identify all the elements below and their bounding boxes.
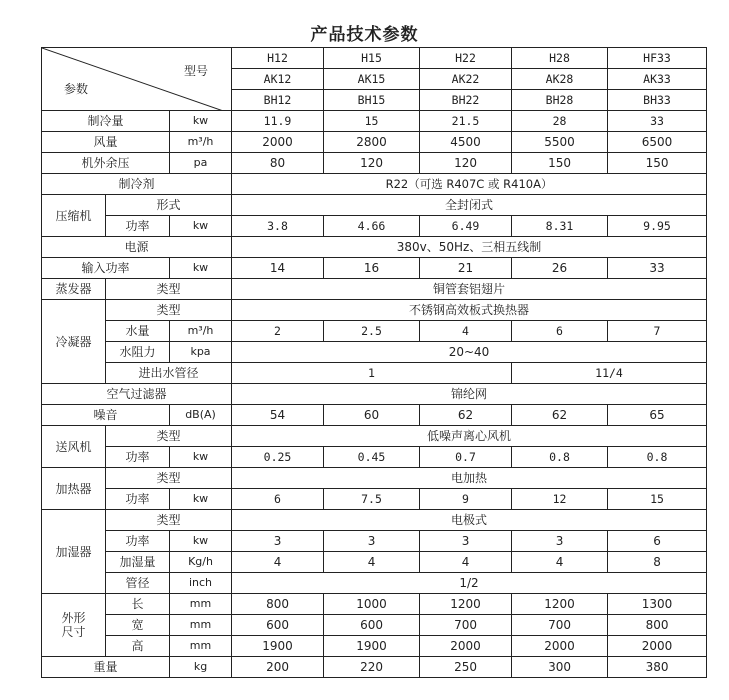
value-cell: 120 bbox=[324, 153, 420, 174]
row-label: 输入功率 bbox=[42, 258, 170, 279]
row-label: 水量 bbox=[106, 321, 170, 342]
value-cell: 4500 bbox=[420, 132, 512, 153]
row-label: 宽 bbox=[106, 615, 170, 636]
dimensions-label-line2: 尺寸 bbox=[61, 625, 86, 639]
row-condenser-pipe bbox=[42, 363, 707, 384]
row-unit: m³/h bbox=[170, 321, 232, 342]
value-cell: 2000 bbox=[232, 132, 324, 153]
model-bh33: BH33 bbox=[608, 90, 707, 111]
row-label: 进出水管径 bbox=[106, 363, 232, 384]
row-compressor-type bbox=[42, 195, 707, 216]
value-cell: 6 bbox=[232, 489, 324, 510]
value-cell: 21.5 bbox=[420, 111, 512, 132]
row-label: 风量 bbox=[42, 132, 170, 153]
row-unit: kw bbox=[170, 447, 232, 468]
value-cell: 8 bbox=[608, 552, 707, 573]
value-cell: 4 bbox=[420, 552, 512, 573]
value-cell: 4 bbox=[324, 552, 420, 573]
row-fan-type bbox=[42, 426, 707, 447]
page-title: 产品技术参数 bbox=[310, 25, 419, 45]
value-cell: 3 bbox=[232, 531, 324, 552]
row-label: 类型 bbox=[106, 300, 232, 321]
value-cell: 380 bbox=[608, 657, 707, 678]
value-cell: 800 bbox=[232, 594, 324, 615]
merged-value-cell: 不锈钢高效板式换热器 bbox=[232, 300, 707, 321]
row-unit: m³/h bbox=[170, 132, 232, 153]
row-dimension-width bbox=[42, 615, 707, 636]
value-cell: 9.95 bbox=[608, 216, 707, 237]
row-dimension-length bbox=[42, 594, 707, 615]
value-cell: 0.45 bbox=[324, 447, 420, 468]
row-unit: dB(A) bbox=[170, 405, 232, 426]
row-air-filter bbox=[42, 384, 707, 405]
model-header-label: 型号 bbox=[184, 64, 209, 78]
value-cell: 80 bbox=[232, 153, 324, 174]
row-cooling-capacity bbox=[42, 111, 707, 132]
value-cell: 5500 bbox=[512, 132, 608, 153]
value-cell: 1900 bbox=[232, 636, 324, 657]
row-label: 噪音 bbox=[42, 405, 170, 426]
row-label: 管径 bbox=[106, 573, 170, 594]
value-cell: 1000 bbox=[324, 594, 420, 615]
row-humidifier-amount bbox=[42, 552, 707, 573]
value-cell: 28 bbox=[512, 111, 608, 132]
row-weight bbox=[42, 657, 707, 678]
value-cell: 0.8 bbox=[608, 447, 707, 468]
row-unit: kpa bbox=[170, 342, 232, 363]
row-unit: inch bbox=[170, 573, 232, 594]
row-condenser-resistance bbox=[42, 342, 707, 363]
row-label: 电源 bbox=[42, 237, 232, 258]
value-cell: 2000 bbox=[512, 636, 608, 657]
row-unit: mm bbox=[170, 636, 232, 657]
merged-value-cell: 1 bbox=[232, 363, 512, 384]
model-bh22: BH22 bbox=[420, 90, 512, 111]
row-condenser-water bbox=[42, 321, 707, 342]
row-unit: kw bbox=[170, 111, 232, 132]
row-label: 功率 bbox=[106, 531, 170, 552]
value-cell: 33 bbox=[608, 258, 707, 279]
group-label-compressor: 压缩机 bbox=[42, 195, 106, 237]
model-h15: H15 bbox=[324, 48, 420, 69]
value-cell: 6.49 bbox=[420, 216, 512, 237]
row-label: 类型 bbox=[106, 510, 232, 531]
dimensions-label-line1: 外形 bbox=[61, 611, 86, 625]
value-cell: 15 bbox=[608, 489, 707, 510]
row-label: 功率 bbox=[106, 216, 170, 237]
value-cell: 600 bbox=[324, 615, 420, 636]
row-label: 类型 bbox=[106, 426, 232, 447]
value-cell: 3 bbox=[512, 531, 608, 552]
model-h28: H28 bbox=[512, 48, 608, 69]
value-cell: 1200 bbox=[420, 594, 512, 615]
row-label: 形式 bbox=[106, 195, 232, 216]
row-airflow bbox=[42, 132, 707, 153]
merged-value-cell: 380v、50Hz、三相五线制 bbox=[232, 237, 707, 258]
value-cell: 2800 bbox=[324, 132, 420, 153]
value-cell: 54 bbox=[232, 405, 324, 426]
row-humidifier-power bbox=[42, 531, 707, 552]
value-cell: 200 bbox=[232, 657, 324, 678]
value-cell: 7.5 bbox=[324, 489, 420, 510]
value-cell: 150 bbox=[608, 153, 707, 174]
value-cell: 3 bbox=[420, 531, 512, 552]
row-unit: kw bbox=[170, 489, 232, 510]
value-cell: 7 bbox=[608, 321, 707, 342]
row-unit: mm bbox=[170, 594, 232, 615]
model-h22: H22 bbox=[420, 48, 512, 69]
value-cell: 8.31 bbox=[512, 216, 608, 237]
value-cell: 250 bbox=[420, 657, 512, 678]
model-ak22: AK22 bbox=[420, 69, 512, 90]
row-static-pressure bbox=[42, 153, 707, 174]
value-cell: 3 bbox=[324, 531, 420, 552]
value-cell: 220 bbox=[324, 657, 420, 678]
value-cell: 2000 bbox=[420, 636, 512, 657]
value-cell: 26 bbox=[512, 258, 608, 279]
model-ak33: AK33 bbox=[608, 69, 707, 90]
row-evaporator bbox=[42, 279, 707, 300]
param-header-label: 参数 bbox=[64, 82, 89, 96]
model-hf33: HF33 bbox=[608, 48, 707, 69]
merged-value-cell: 低噪声离心风机 bbox=[232, 426, 707, 447]
row-label: 水阻力 bbox=[106, 342, 170, 363]
row-input-power bbox=[42, 258, 707, 279]
row-power-supply bbox=[42, 237, 707, 258]
merged-value-cell: 1/2 bbox=[232, 573, 707, 594]
group-label-dimensions bbox=[42, 594, 106, 657]
value-cell: 21 bbox=[420, 258, 512, 279]
spec-table bbox=[41, 47, 707, 678]
value-cell: 9 bbox=[420, 489, 512, 510]
model-bh28: BH28 bbox=[512, 90, 608, 111]
model-bh12: BH12 bbox=[232, 90, 324, 111]
row-condenser-type bbox=[42, 300, 707, 321]
row-unit: kw bbox=[170, 258, 232, 279]
row-humidifier-type bbox=[42, 510, 707, 531]
row-unit: pa bbox=[170, 153, 232, 174]
row-label: 制冷剂 bbox=[42, 174, 232, 195]
row-noise bbox=[42, 405, 707, 426]
value-cell: 12 bbox=[512, 489, 608, 510]
value-cell: 62 bbox=[512, 405, 608, 426]
merged-value-cell: 全封闭式 bbox=[232, 195, 707, 216]
value-cell: 0.7 bbox=[420, 447, 512, 468]
row-label: 重量 bbox=[42, 657, 170, 678]
value-cell: 1300 bbox=[608, 594, 707, 615]
value-cell: 0.25 bbox=[232, 447, 324, 468]
value-cell: 600 bbox=[232, 615, 324, 636]
value-cell: 150 bbox=[512, 153, 608, 174]
row-humidifier-pipe bbox=[42, 573, 707, 594]
value-cell: 2000 bbox=[608, 636, 707, 657]
value-cell: 65 bbox=[608, 405, 707, 426]
value-cell: 1900 bbox=[324, 636, 420, 657]
value-cell: 800 bbox=[608, 615, 707, 636]
merged-value-cell: 锦纶网 bbox=[232, 384, 707, 405]
row-label: 类型 bbox=[106, 279, 232, 300]
value-cell: 6 bbox=[512, 321, 608, 342]
row-label: 空气过滤器 bbox=[42, 384, 232, 405]
merged-value-cell: 11/4 bbox=[512, 363, 707, 384]
row-unit: kg bbox=[170, 657, 232, 678]
merged-value-cell: 铜管套铝翅片 bbox=[232, 279, 707, 300]
value-cell: 60 bbox=[324, 405, 420, 426]
value-cell: 700 bbox=[512, 615, 608, 636]
group-label-evaporator: 蒸发器 bbox=[42, 279, 106, 300]
value-cell: 4 bbox=[232, 552, 324, 573]
merged-value-cell: 20~40 bbox=[232, 342, 707, 363]
value-cell: 120 bbox=[420, 153, 512, 174]
value-cell: 6 bbox=[608, 531, 707, 552]
row-label: 机外余压 bbox=[42, 153, 170, 174]
row-unit: mm bbox=[170, 615, 232, 636]
model-bh15: BH15 bbox=[324, 90, 420, 111]
row-label: 加湿量 bbox=[106, 552, 170, 573]
value-cell: 14 bbox=[232, 258, 324, 279]
row-label: 高 bbox=[106, 636, 170, 657]
value-cell: 2 bbox=[232, 321, 324, 342]
model-ak12: AK12 bbox=[232, 69, 324, 90]
corner-diagonal-line bbox=[42, 48, 232, 111]
merged-value-cell: R22（可选 R407C 或 R410A） bbox=[232, 174, 707, 195]
row-unit: kw bbox=[170, 531, 232, 552]
value-cell: 3.8 bbox=[232, 216, 324, 237]
value-cell: 0.8 bbox=[512, 447, 608, 468]
row-heater-type bbox=[42, 468, 707, 489]
value-cell: 6500 bbox=[608, 132, 707, 153]
value-cell: 300 bbox=[512, 657, 608, 678]
row-compressor-power bbox=[42, 216, 707, 237]
value-cell: 4.66 bbox=[324, 216, 420, 237]
value-cell: 16 bbox=[324, 258, 420, 279]
value-cell: 1200 bbox=[512, 594, 608, 615]
value-cell: 62 bbox=[420, 405, 512, 426]
merged-value-cell: 电极式 bbox=[232, 510, 707, 531]
row-dimension-height bbox=[42, 636, 707, 657]
header-row-h bbox=[42, 48, 707, 69]
model-ak15: AK15 bbox=[324, 69, 420, 90]
value-cell: 15 bbox=[324, 111, 420, 132]
row-label: 制冷量 bbox=[42, 111, 170, 132]
value-cell: 2.5 bbox=[324, 321, 420, 342]
row-label: 功率 bbox=[106, 447, 170, 468]
group-label-condenser: 冷凝器 bbox=[42, 300, 106, 384]
row-label: 类型 bbox=[106, 468, 232, 489]
row-refrigerant bbox=[42, 174, 707, 195]
value-cell: 4 bbox=[420, 321, 512, 342]
group-label-fan: 送风机 bbox=[42, 426, 106, 468]
model-h12: H12 bbox=[232, 48, 324, 69]
row-unit: kw bbox=[170, 216, 232, 237]
merged-value-cell: 电加热 bbox=[232, 468, 707, 489]
group-label-heater: 加热器 bbox=[42, 468, 106, 510]
row-label: 长 bbox=[106, 594, 170, 615]
value-cell: 11.9 bbox=[232, 111, 324, 132]
row-fan-power bbox=[42, 447, 707, 468]
model-ak28: AK28 bbox=[512, 69, 608, 90]
row-heater-power bbox=[42, 489, 707, 510]
corner-header-cell bbox=[42, 48, 232, 111]
row-label: 功率 bbox=[106, 489, 170, 510]
value-cell: 33 bbox=[608, 111, 707, 132]
value-cell: 4 bbox=[512, 552, 608, 573]
row-unit: Kg/h bbox=[170, 552, 232, 573]
group-label-humidifier: 加湿器 bbox=[42, 510, 106, 594]
value-cell: 700 bbox=[420, 615, 512, 636]
